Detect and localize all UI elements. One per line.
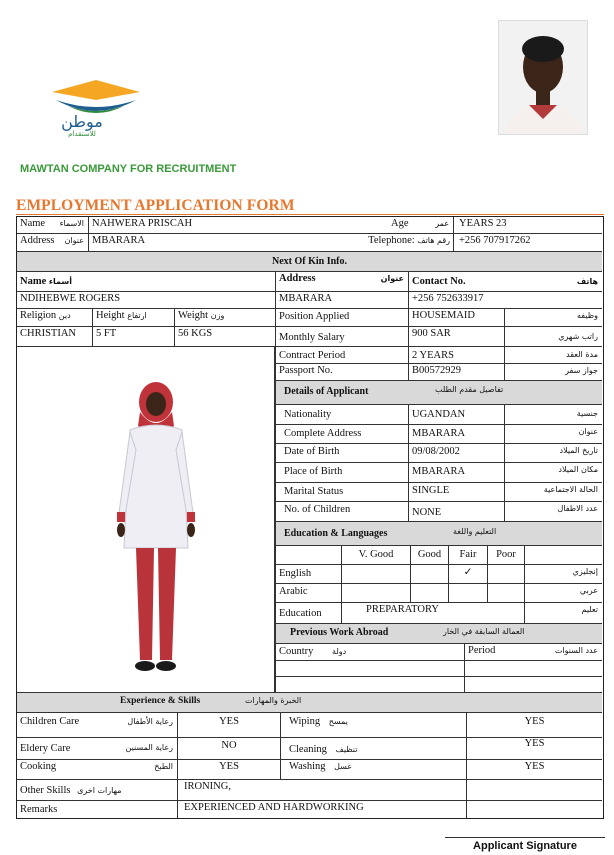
- personal-labels-row: [17, 309, 602, 327]
- other-skills-cell: [17, 780, 177, 800]
- details-header: [275, 381, 602, 405]
- name-value: NAHWERA PRISCAH: [88, 217, 388, 233]
- passport-row: [275, 364, 602, 381]
- height-value: 5 FT: [92, 327, 174, 346]
- details-title-ar: تفاصيل مقدم الطلب: [435, 385, 504, 394]
- detail-label-nationality: Nationality: [275, 405, 408, 424]
- arabic-ar: عربي: [524, 584, 602, 602]
- education-title-ar: التعليم واللغة: [453, 527, 497, 536]
- detail-value-marital: SINGLE: [408, 483, 504, 501]
- education-title: Education & Languages: [275, 522, 602, 545]
- detail-ar-marital: الحالة الاجتماعية: [504, 483, 602, 501]
- detail-ar-pob: مكان الميلاد: [504, 463, 602, 482]
- nok-address-value: MBARARA: [275, 292, 408, 308]
- work-period-label: Period: [468, 645, 496, 656]
- religion-label-cell: [17, 309, 92, 326]
- address-label-ar: عنوان: [64, 236, 84, 245]
- job-value-position: HOUSEMAID: [408, 309, 504, 326]
- education-label: Education: [275, 603, 341, 623]
- work-country-label: Country: [279, 646, 314, 657]
- work-header: [275, 624, 602, 644]
- name-label: Name: [20, 218, 46, 229]
- weight-label-ar: وزن: [210, 311, 225, 320]
- telephone-label-cell: [333, 234, 453, 251]
- detail-label-marital: Marital Status: [275, 483, 408, 501]
- other-skills-value: IRONING,: [177, 780, 466, 800]
- cooking-value: YES: [177, 760, 280, 779]
- wiping-label: Wiping: [289, 716, 321, 727]
- age-label-cell: [388, 217, 453, 233]
- weight-label: Weight: [178, 310, 209, 321]
- remarks-row: [17, 801, 602, 818]
- english-good: [410, 565, 448, 583]
- english-poor: [487, 565, 524, 583]
- skills-header: [17, 693, 602, 713]
- detail-row-pob: [275, 463, 602, 483]
- cleaning-value: YES: [466, 738, 602, 759]
- skills-title: Experience & Skills: [120, 696, 201, 706]
- nok-address-label: Address: [279, 273, 316, 284]
- job-ar-contract: مدة العقد: [504, 347, 602, 363]
- washing-label: Washing: [289, 761, 326, 772]
- cooking-label: Cooking: [20, 761, 57, 772]
- nok-contact-label-cell: [408, 272, 602, 291]
- cooking-cell: [17, 760, 177, 779]
- work-country-entry-1: [275, 661, 464, 676]
- arabic-fair: [448, 584, 487, 602]
- age-label-ar: عمر: [435, 219, 449, 228]
- cooking-ar: الطبخ: [154, 762, 173, 771]
- education-header: [275, 522, 602, 546]
- arabic-good: [410, 584, 448, 602]
- detail-label-children: No. of Children: [275, 502, 408, 521]
- company-logo: [46, 70, 146, 142]
- other-skills-label: Other Skills: [20, 785, 71, 796]
- detail-row-nationality: [275, 405, 602, 425]
- address-row: [17, 234, 602, 252]
- detail-ar-dob: تاريخ الميلاد: [504, 444, 602, 462]
- english-label: English: [275, 565, 341, 583]
- remarks-label: Remarks: [20, 804, 58, 815]
- nok-name-label-cell: [17, 272, 275, 291]
- religion-value: CHRISTIAN: [20, 328, 77, 339]
- nok-name-value: NDIHEBWE ROGERS: [20, 293, 121, 304]
- edu-col-vgood: V. Good: [341, 546, 410, 564]
- edu-col-good: Good: [410, 546, 448, 564]
- job-label-passport: Passport No.: [275, 364, 408, 380]
- work-entry-row-2: [275, 677, 602, 693]
- children-care-value: YES: [177, 713, 280, 737]
- work-title: Previous Work Abroad: [275, 624, 602, 643]
- work-period-cell: [464, 644, 602, 660]
- nok-name-label: Name: [20, 276, 47, 287]
- eldery-care-ar: رعاية المسنين: [125, 743, 173, 752]
- form-title: EMPLOYMENT APPLICATION FORM: [16, 197, 295, 214]
- logo-text: موطن: [61, 112, 103, 131]
- detail-row-dob: [275, 444, 602, 463]
- wiping-ar: يمسح: [328, 717, 348, 726]
- work-country-cell: [275, 644, 464, 660]
- remarks-value: EXPERIENCED AND HARDWORKING: [177, 801, 466, 818]
- address-value: MBARARA: [88, 234, 333, 251]
- job-label-salary: Monthly Salary: [275, 327, 408, 346]
- eldery-care-value: NO: [177, 738, 280, 759]
- nok-address-label-cell: [275, 272, 408, 291]
- skills-row-2: [17, 738, 602, 760]
- detail-value-pob: MBARARA: [408, 463, 504, 482]
- detail-value-nationality: UGANDAN: [408, 405, 504, 424]
- job-value-contract: 2 YEARS: [408, 347, 504, 363]
- contract-row: [275, 347, 602, 364]
- education-cols-row: [275, 546, 602, 565]
- work-country-ar: دولة: [332, 647, 347, 656]
- telephone-value: +256 707917262: [453, 234, 602, 251]
- work-title-ar: العمالة السابقة في الخار: [443, 627, 525, 636]
- detail-row-marital: [275, 483, 602, 502]
- applicant-portrait-photo: [498, 20, 588, 135]
- english-vgood: [341, 565, 410, 583]
- detail-row-children: [275, 502, 602, 522]
- name-row: [17, 217, 602, 234]
- work-labels-row: [275, 644, 602, 661]
- washing-cell: [280, 760, 466, 779]
- job-ar-passport: جواز سفر: [504, 364, 602, 380]
- detail-ar-nationality: جنسية: [504, 405, 602, 424]
- arabic-row: [275, 584, 602, 603]
- detail-label-address: Complete Address: [275, 425, 408, 443]
- education-value: PREPARATORY: [341, 603, 524, 623]
- eldery-care-cell: [17, 738, 177, 759]
- next-of-kin-title: Next Of Kin Info.: [272, 256, 347, 267]
- remarks-blank: [466, 801, 602, 818]
- washing-value: YES: [466, 760, 602, 779]
- english-fair-check: ✓: [448, 565, 487, 583]
- personal-values-row: [17, 327, 602, 347]
- children-care-ar: رعاية الأطفال: [127, 717, 173, 726]
- arabic-vgood: [341, 584, 410, 602]
- wiping-value: YES: [466, 713, 602, 737]
- work-period-entry-2: [464, 677, 602, 692]
- cleaning-label: Cleaning: [289, 744, 327, 755]
- address-label: Address: [20, 235, 55, 246]
- cleaning-ar: تنظيف: [335, 745, 358, 754]
- height-label-cell: [92, 309, 174, 326]
- detail-value-address: MBARARA: [408, 425, 504, 443]
- skills-row-3: [17, 760, 602, 780]
- detail-row-address: [275, 425, 602, 444]
- nok-address-label-ar: عنوان: [380, 274, 404, 283]
- education-level-row: [275, 603, 602, 624]
- applicant-full-body-photo: [108, 380, 204, 676]
- telephone-label: Telephone:: [368, 235, 415, 246]
- edu-col-fair: Fair: [448, 546, 487, 564]
- age-value: YEARS 23: [453, 217, 602, 233]
- religion-label-ar: دين: [58, 311, 71, 320]
- nok-contact-label-ar: هاتف: [576, 277, 598, 286]
- applicant-signature-label: Applicant Signature: [445, 837, 605, 852]
- company-name: MAWTAN COMPANY FOR RECRUITMENT: [20, 163, 237, 175]
- arabic-label: Arabic: [275, 584, 341, 602]
- next-of-kin-values-row: [17, 292, 602, 309]
- detail-value-children: NONE: [408, 502, 504, 521]
- title-divider: [16, 214, 604, 215]
- work-entry-row-1: [275, 661, 602, 677]
- other-skills-blank: [466, 780, 602, 800]
- children-care-cell: [17, 713, 177, 737]
- height-label-ar: ارتفاع: [127, 311, 147, 320]
- weight-value: 56 KGS: [174, 327, 275, 346]
- english-ar: إنجليزي: [524, 565, 602, 583]
- skills-title-ar: الخبرة والمهارات: [245, 696, 302, 705]
- height-label: Height: [96, 310, 125, 321]
- detail-value-dob: 09/08/2002: [408, 444, 504, 462]
- skills-row-1: [17, 713, 602, 738]
- work-period-ar: عدد السنوات: [554, 646, 598, 655]
- details-title: Details of Applicant: [275, 381, 602, 404]
- children-care-label: Children Care: [20, 716, 80, 727]
- skills-row-other: [17, 780, 602, 801]
- logo-subtext: للاستقدام: [68, 130, 96, 138]
- english-row: [275, 565, 602, 584]
- wiping-cell: [280, 713, 466, 737]
- detail-ar-children: عدد الاطفال: [504, 502, 602, 521]
- washing-ar: غسل: [334, 762, 352, 771]
- name-label-ar: الاسماء: [59, 219, 84, 228]
- work-period-entry-1: [464, 661, 602, 676]
- detail-label-pob: Place of Birth: [275, 463, 408, 482]
- nok-contact-value: +256 752633917: [408, 292, 602, 308]
- job-value-salary: 900 SAR: [408, 327, 504, 346]
- work-country-entry-2: [275, 677, 464, 692]
- cleaning-cell: [280, 738, 466, 759]
- nok-name-label-ar: أسماء: [48, 277, 72, 286]
- religion-label: Religion: [20, 310, 57, 321]
- nok-contact-label: Contact No.: [412, 276, 466, 287]
- job-ar-position: وظيفه: [504, 309, 602, 326]
- address-label-cell: [17, 234, 88, 251]
- education-ar: تعليم: [524, 603, 602, 623]
- job-label-contract: Contract Period: [275, 347, 408, 363]
- edu-col-blank: [275, 546, 341, 564]
- telephone-label-ar: رقم هاتف: [417, 236, 450, 245]
- job-ar-salary: راتب شهري: [504, 327, 602, 346]
- other-skills-ar: مهارات اخرى: [77, 786, 122, 795]
- detail-ar-address: عنوان: [504, 425, 602, 443]
- detail-label-dob: Date of Birth: [275, 444, 408, 462]
- job-value-passport: B00572929: [408, 364, 504, 380]
- edu-col-poor: Poor: [487, 546, 524, 564]
- next-of-kin-header: [17, 252, 602, 272]
- next-of-kin-labels-row: [17, 272, 602, 292]
- weight-label-cell: [174, 309, 275, 326]
- eldery-care-label: Eldery Care: [20, 743, 71, 754]
- edu-col-ar-blank: [524, 546, 602, 564]
- application-form: [16, 216, 604, 819]
- job-label-position: Position Applied: [275, 309, 408, 326]
- arabic-poor: [487, 584, 524, 602]
- age-label: Age: [391, 218, 409, 229]
- name-label-cell: [17, 217, 88, 233]
